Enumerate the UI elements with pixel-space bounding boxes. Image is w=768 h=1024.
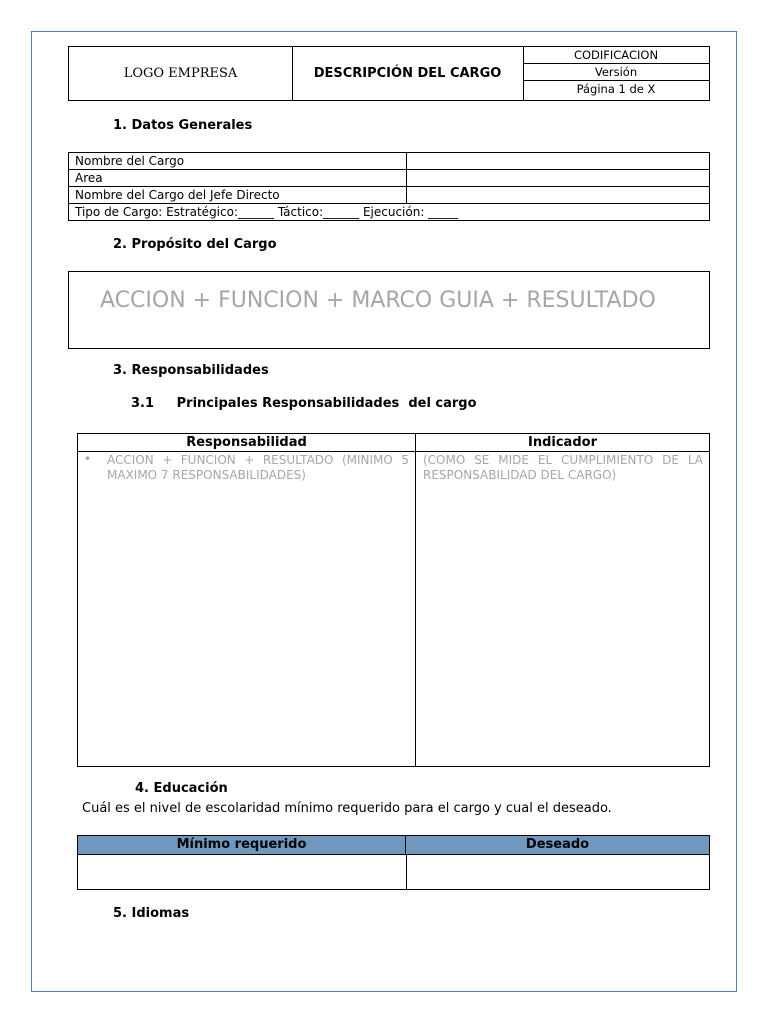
area-label: Area [69, 170, 407, 187]
indicator-placeholder: (COMO SE MIDE EL CUMPLIMIENTO DE LA RESPONSABILIDAD DEL CARGO) [423, 453, 703, 482]
area-value [407, 170, 710, 187]
column-divider [406, 855, 407, 889]
section-heading-responsibilities: 3. Responsabilidades [113, 363, 269, 378]
supervisor-value [407, 187, 710, 204]
position-name-value [407, 153, 710, 170]
indicator-column [416, 434, 709, 766]
general-data-table [68, 152, 710, 221]
section-heading-purpose: 2. Propósito del Cargo [113, 237, 277, 252]
company-logo-placeholder: LOGO EMPRESA [69, 47, 293, 100]
document-title: DESCRIPCIÓN DEL CARGO [292, 47, 524, 100]
education-table [77, 835, 710, 890]
bullet-icon: • [84, 452, 92, 466]
page-number: Página 1 de X [576, 82, 656, 96]
responsibility-placeholder-text: ACCION + FUNCION + RESULTADO (MINIMO 5 MAXIMO 7 RESPONSABILIDADES) [107, 453, 409, 482]
position-name-label: Nombre del Cargo [69, 153, 407, 170]
section-heading-education: 4. Educación [135, 781, 228, 796]
purpose-box: ACCION + FUNCION + MARCO GUIA + RESULTADO [68, 271, 710, 349]
supervisor-label: Nombre del Cargo del Jefe Directo [69, 187, 407, 204]
indicator-header: Indicador [416, 434, 709, 452]
document-header [68, 46, 710, 101]
responsibilities-table [77, 433, 710, 767]
minimum-required-header: Mínimo requerido [78, 836, 406, 855]
desired-header: Deseado [406, 836, 709, 855]
document-meta [523, 47, 709, 100]
subsection-heading-main-responsibilities: 3.1 Principales Responsabilidades del cargo [131, 396, 477, 411]
version-label: Versión [523, 64, 709, 81]
table-row [69, 170, 710, 187]
responsibility-placeholder [78, 452, 415, 483]
responsibility-header: Responsabilidad [78, 434, 415, 452]
section-heading-general-data: 1. Datos Generales [113, 118, 253, 133]
responsibility-column [78, 434, 416, 766]
section-heading-languages: 5. Idiomas [113, 906, 190, 921]
education-question: Cuál es el nivel de escolaridad mínimo requerido para el cargo y cual el deseado. [82, 801, 612, 816]
table-row [69, 204, 710, 221]
position-type-row: Tipo de Cargo: Estratégico:______ Táctico:______ Ejecución: _____ [69, 204, 710, 221]
table-row [69, 187, 710, 204]
table-row [69, 153, 710, 170]
code-label: CODIFICACION [523, 47, 709, 64]
